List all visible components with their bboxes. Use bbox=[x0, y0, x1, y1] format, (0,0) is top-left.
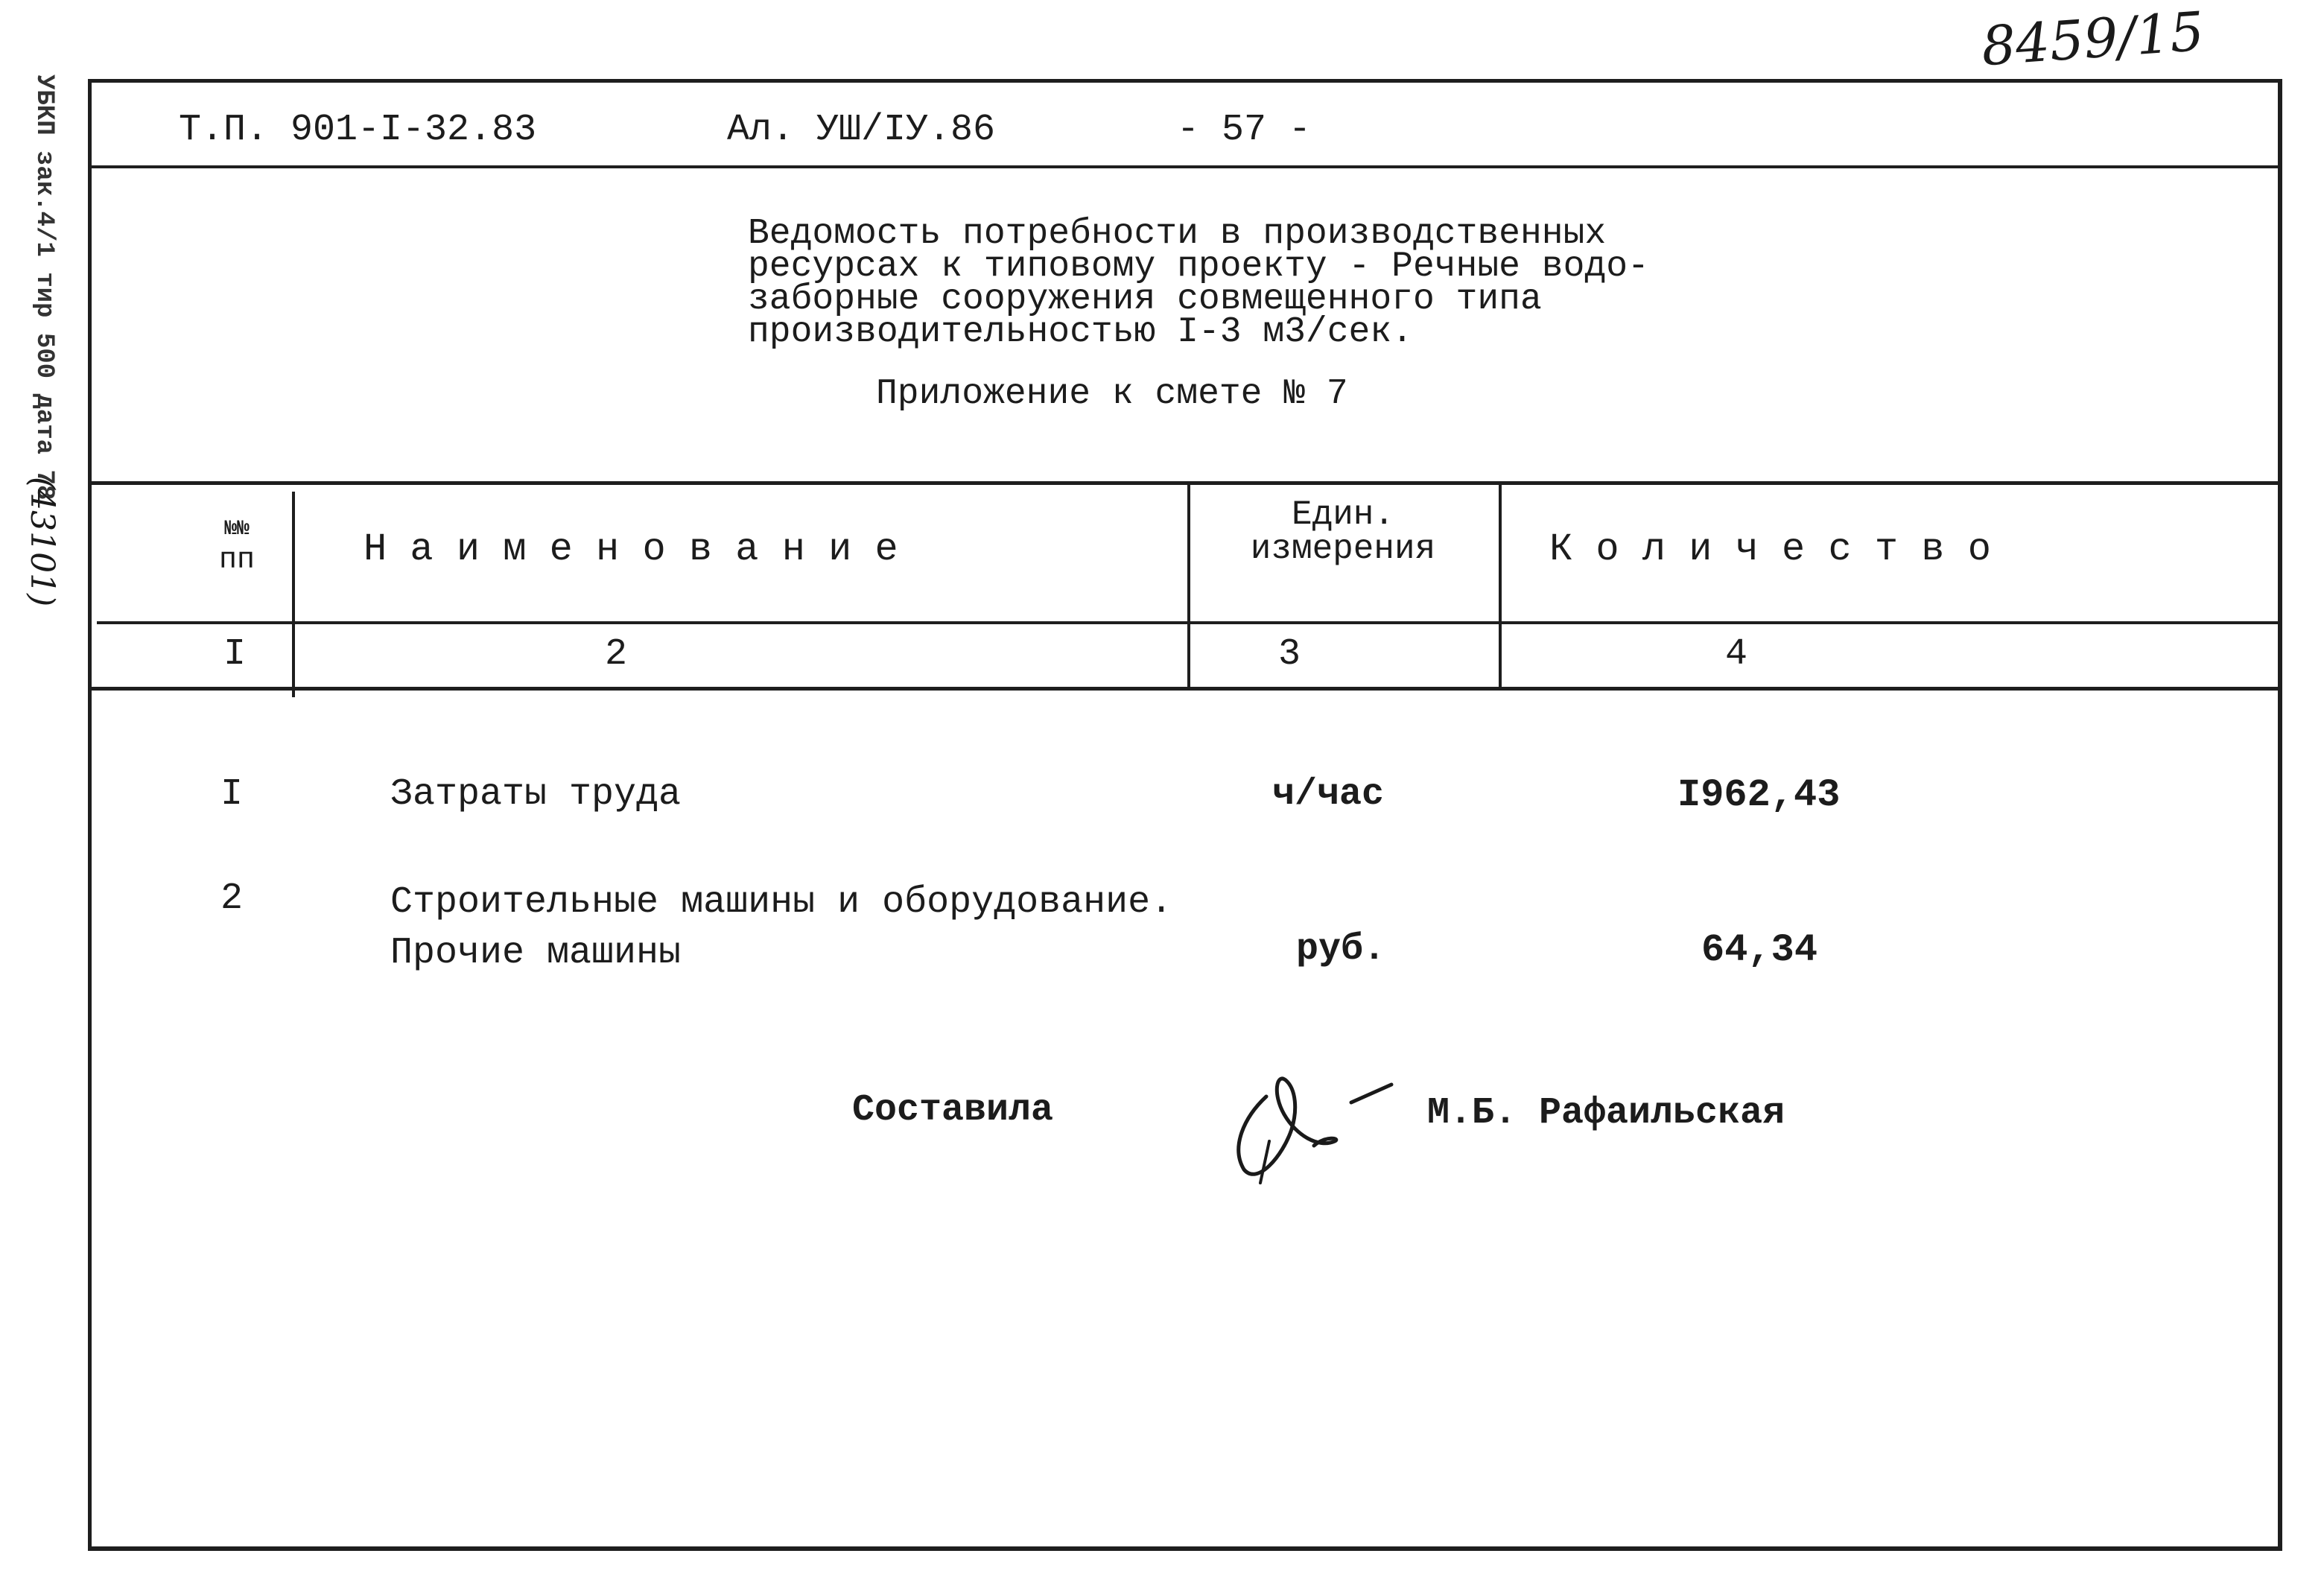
row-number: 2 bbox=[220, 877, 244, 920]
title-line: заборные сооружения совмещенного типа bbox=[748, 279, 1542, 320]
row-name-line: Строительные машины и оборудование. bbox=[390, 881, 1173, 924]
row-name: Затраты труда bbox=[390, 773, 682, 816]
header-name: Н а и м е н о в а н и е bbox=[363, 527, 898, 571]
header-unit-line: Един. bbox=[1291, 495, 1395, 534]
col-divider-2 bbox=[1187, 483, 1190, 687]
row-unit: руб. bbox=[1296, 928, 1386, 971]
col-divider-1 bbox=[292, 492, 295, 697]
colnum-bottom-rule bbox=[88, 687, 2278, 691]
handwritten-archive-number: 8459/15 bbox=[1979, 0, 2206, 78]
row-quantity: I962,43 bbox=[1677, 773, 1841, 817]
title-line: производительностью I-3 м3/сек. bbox=[748, 312, 1413, 352]
appendix-label: Приложение к смете № 7 bbox=[876, 374, 1348, 414]
colnum-2: 2 bbox=[605, 633, 628, 676]
col-divider-3 bbox=[1499, 483, 1502, 687]
page-number: - 57 - bbox=[1177, 109, 1312, 151]
frame-bottom bbox=[88, 1546, 2282, 1551]
header-quantity: К о л и ч е с т в о bbox=[1549, 527, 1991, 571]
signature-name: М.Б. Рафаильская bbox=[1427, 1092, 1785, 1134]
frame-top bbox=[88, 79, 2282, 83]
row-name-line: Прочие машины bbox=[390, 932, 682, 974]
header-num-line: №№ bbox=[224, 518, 250, 541]
header-num bbox=[219, 514, 255, 577]
frame-left bbox=[88, 79, 92, 1551]
header-divider bbox=[88, 165, 2282, 168]
header-unit-line: измерения bbox=[1250, 530, 1436, 568]
frame-right bbox=[2278, 79, 2282, 1551]
row-name bbox=[390, 877, 1172, 979]
header-num-line: пп bbox=[219, 544, 255, 577]
handwritten-signature bbox=[1214, 1058, 1423, 1192]
signature-label: Составила bbox=[852, 1089, 1054, 1132]
title-line: Ведомость потребности в производственных bbox=[748, 214, 1607, 254]
colnum-4: 4 bbox=[1725, 633, 1748, 676]
side-handwritten-note: (43101) bbox=[23, 477, 61, 607]
colnum-1: I bbox=[223, 633, 247, 676]
colnum-3: 3 bbox=[1278, 633, 1301, 676]
row-unit: ч/час bbox=[1272, 773, 1385, 816]
project-number: Т.П. 901-I-32.83 bbox=[179, 109, 537, 151]
header-unit bbox=[1228, 495, 1458, 568]
document-title bbox=[748, 214, 1649, 352]
album-number: Ал. УШ/IУ.86 bbox=[727, 109, 996, 151]
row-number: I bbox=[220, 773, 244, 816]
side-print-stamp: УБКП зак.4/1 тир 500 дата 78 bbox=[30, 74, 58, 501]
title-line: ресурсах к типовому проекту - Речные водо- bbox=[748, 247, 1649, 287]
table-top-rule bbox=[88, 481, 2282, 485]
row-quantity: 64,34 bbox=[1701, 928, 1818, 972]
